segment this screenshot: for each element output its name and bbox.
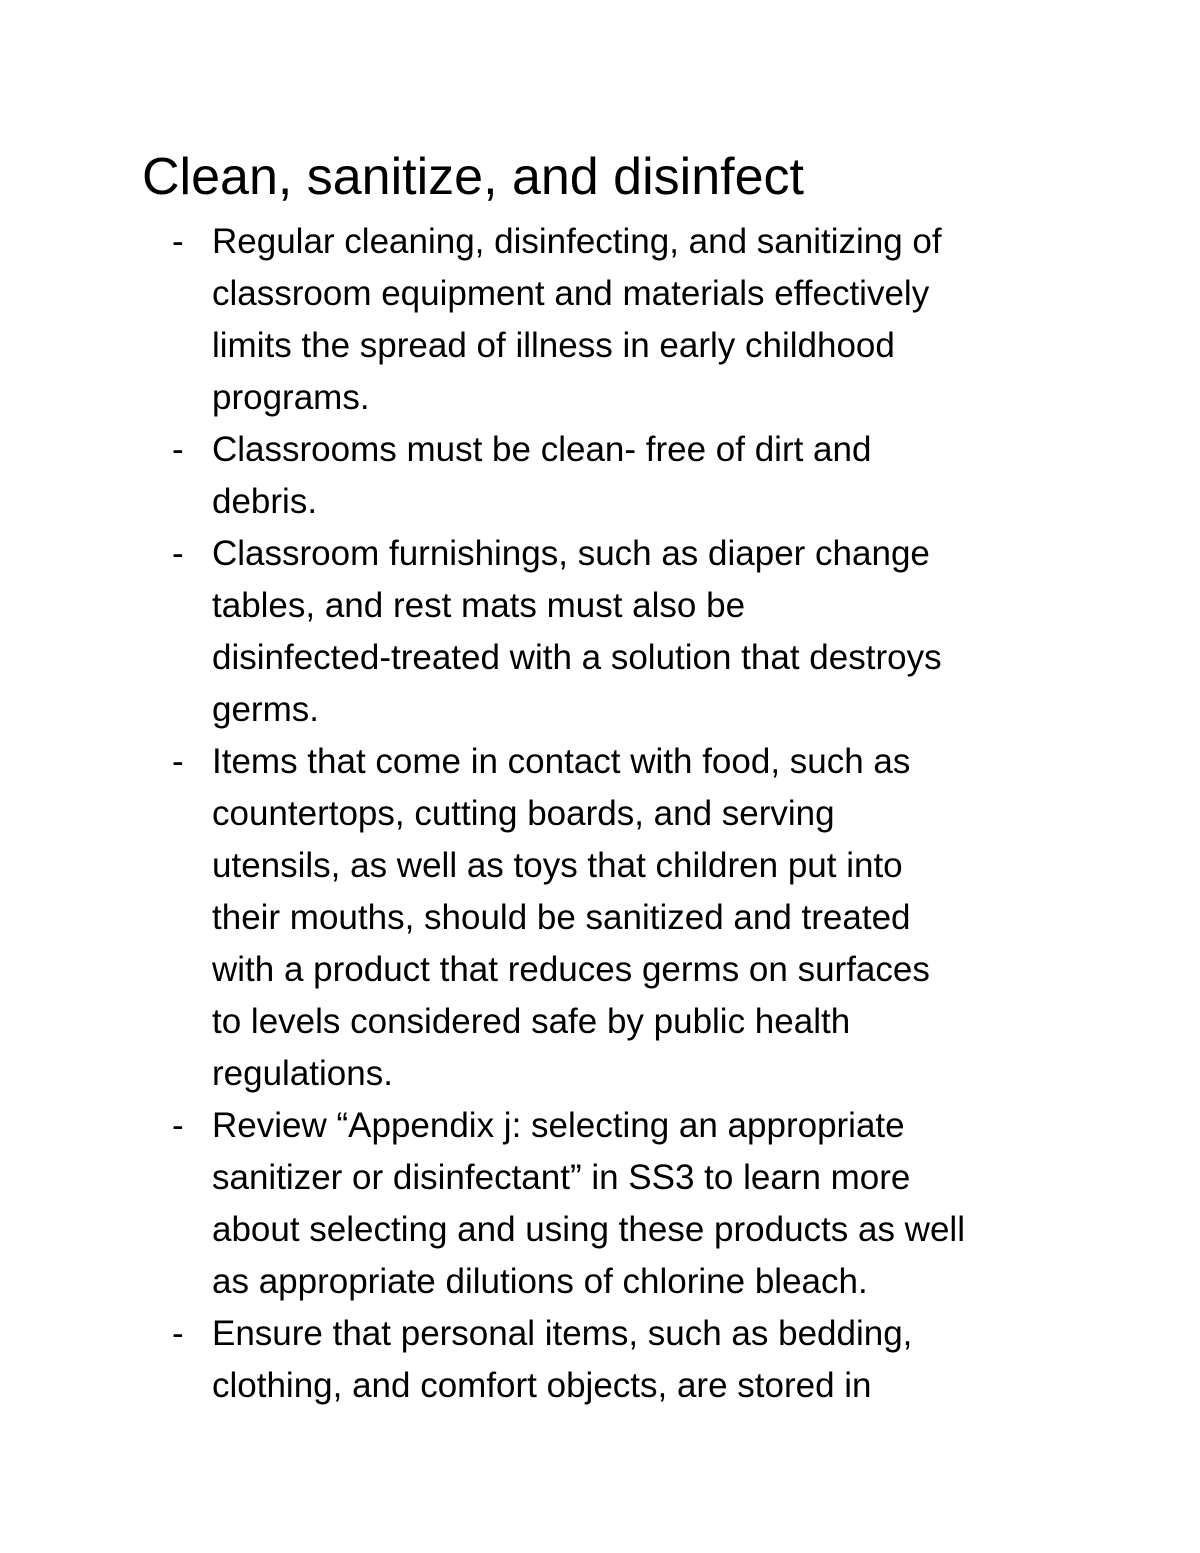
list-item-line: classroom equipment and materials effectively — [212, 274, 930, 313]
list-item-line: to levels considered safe by public health — [212, 1002, 851, 1041]
page-title: Clean, sanitize, and disinfect — [142, 148, 804, 206]
bullet-dash: - — [172, 1314, 184, 1353]
bullet-dash: - — [172, 1106, 184, 1145]
list-item-line: debris. — [212, 482, 318, 521]
list-item-line: programs. — [212, 378, 370, 417]
list-item-line: clothing, and comfort objects, are stored in — [212, 1366, 872, 1405]
list-item-line: disinfected-treated with a solution that destroys — [212, 638, 942, 677]
list-item-line: Ensure that personal items, such as bedding, — [212, 1314, 913, 1353]
list-item-line: limits the spread of illness in early childhood — [212, 326, 895, 365]
list-item-line: Classrooms must be clean- free of dirt and — [212, 430, 872, 469]
bullet-list — [172, 216, 1072, 1412]
list-item-line: tables, and rest mats must also be — [212, 586, 746, 625]
list-item — [172, 736, 1072, 1100]
list-item-line: utensils, as well as toys that children put into — [212, 846, 903, 885]
bullet-dash: - — [172, 742, 184, 781]
list-item-line: countertops, cutting boards, and serving — [212, 794, 835, 833]
list-item-line: Classroom furnishings, such as diaper change — [212, 534, 930, 573]
list-item-line: their mouths, should be sanitized and treated — [212, 898, 911, 937]
list-item-line: sanitizer or disinfectant” in SS3 to learn more — [212, 1158, 911, 1197]
list-item — [172, 528, 1072, 736]
list-item-line: with a product that reduces germs on surfaces — [212, 950, 930, 989]
list-item-line: as appropriate dilutions of chlorine bleach. — [212, 1262, 868, 1301]
bullet-dash: - — [172, 430, 184, 469]
list-item — [172, 1308, 1072, 1412]
list-item-line: Regular cleaning, disinfecting, and sanitizing of — [212, 222, 942, 261]
bullet-dash: - — [172, 534, 184, 573]
list-item-line: about selecting and using these products as well — [212, 1210, 965, 1249]
list-item-line: germs. — [212, 690, 319, 729]
list-item — [172, 424, 1072, 528]
bullet-dash: - — [172, 222, 184, 261]
list-item — [172, 216, 1072, 424]
list-item-line: Review “Appendix j: selecting an appropriate — [212, 1106, 905, 1145]
list-item — [172, 1100, 1072, 1308]
list-item-line: regulations. — [212, 1054, 393, 1093]
list-item-line: Items that come in contact with food, such as — [212, 742, 911, 781]
